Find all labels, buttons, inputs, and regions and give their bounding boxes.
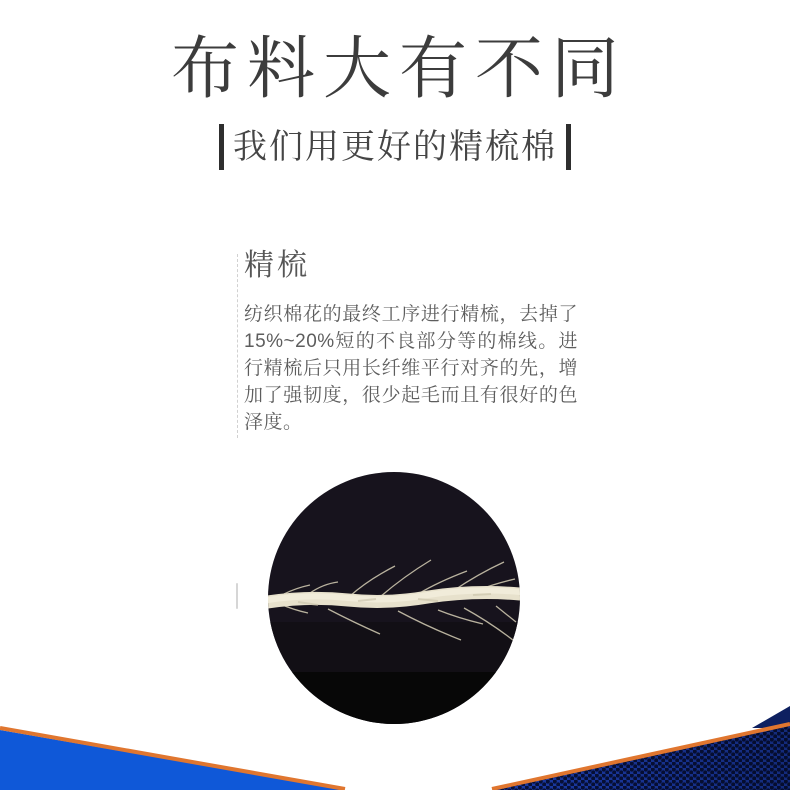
section-title: 精梳 [244, 249, 310, 282]
stray-vertical-line [236, 583, 238, 609]
subtitle-text: 我们用更好的精梳棉 [233, 128, 557, 166]
section-divider-line [237, 254, 238, 438]
page-title: 布料大有不同 [170, 31, 627, 107]
photo-mid-band [268, 622, 520, 678]
subtitle-right-bar [566, 124, 571, 170]
subtitle-left-bar [219, 124, 224, 170]
bottom-decoration [0, 690, 790, 790]
subtitle [0, 124, 790, 170]
section-body-text: 纺织棉花的最终工序进行精梳，去掉了15%~20%短的不良部分等的棉线。进行精梳后只用长纤维平行对齐的先，增加了强韧度，很少起毛而且有很好的色泽度。 [244, 304, 578, 433]
cotton-thread-photo [268, 472, 520, 724]
combed-cotton-section [237, 248, 582, 436]
